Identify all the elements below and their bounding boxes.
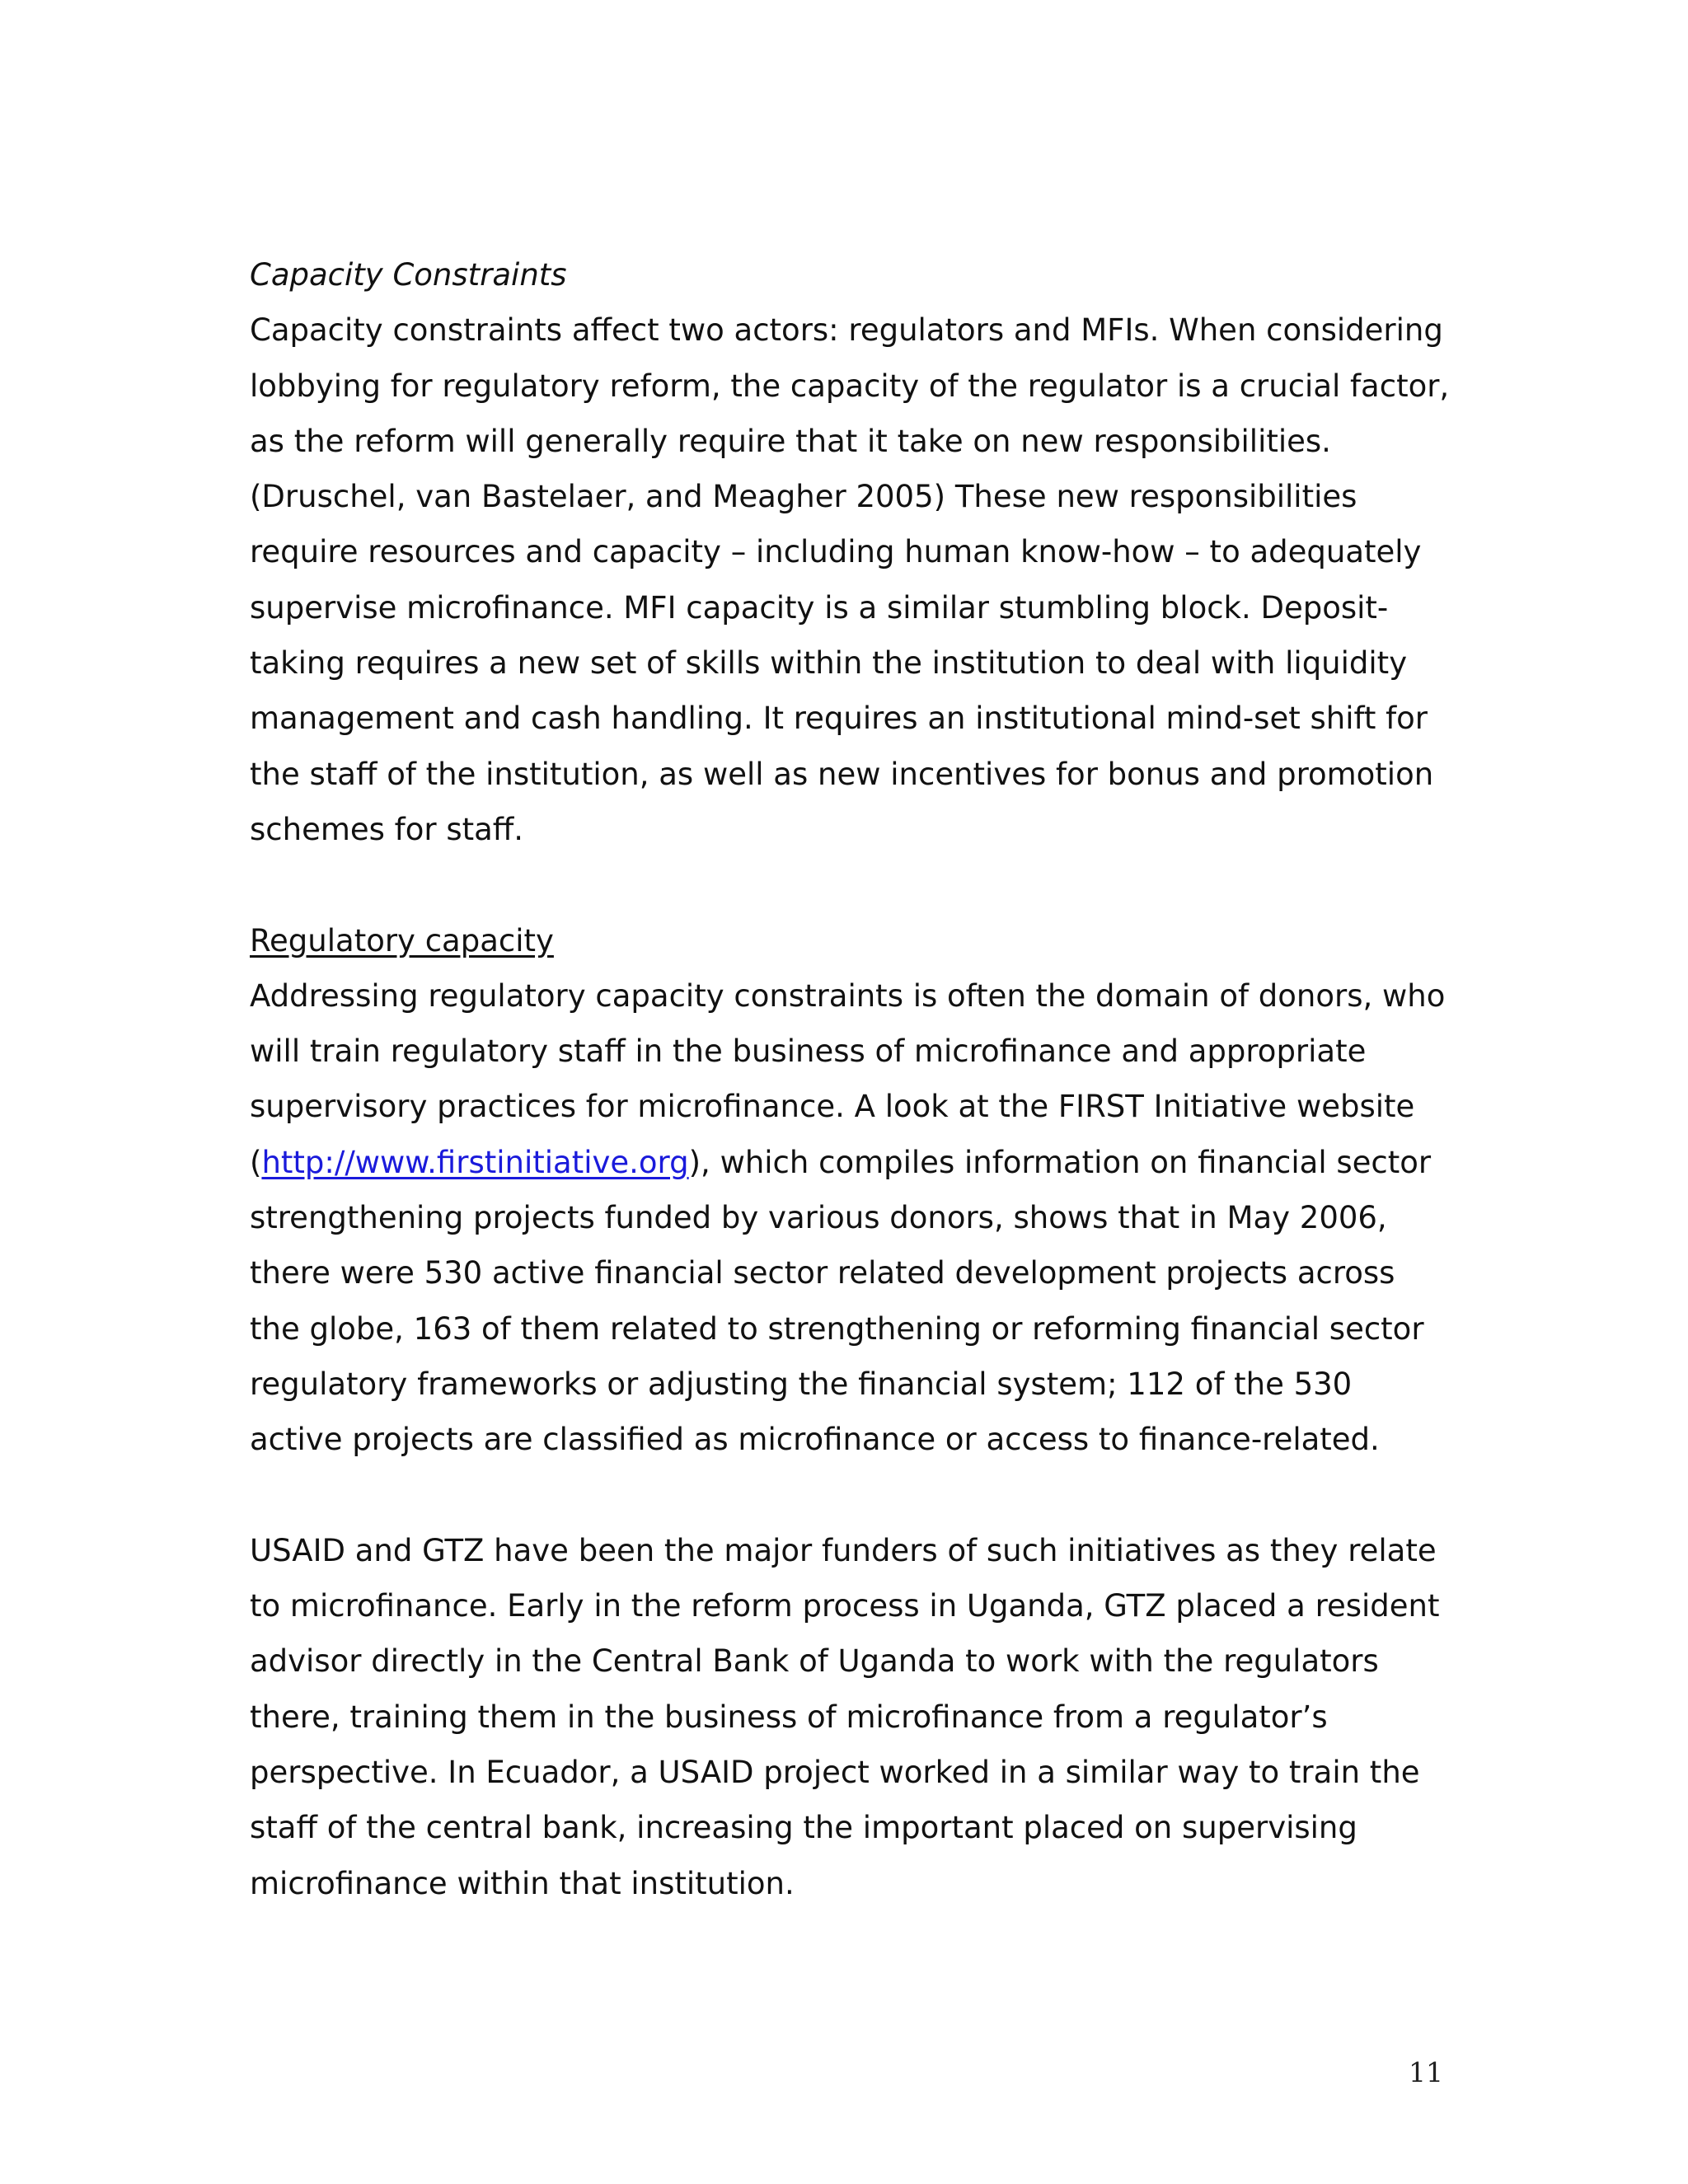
page-content [250,247,1453,1911]
paragraph-text-before-link: Addressing regulatory capacity constraints is often the domain of donors, who will train regulatory staff in the business of microfinance and appropriate supervisory practices for microfinance. A look at the FIRST Initiative website ( [250,977,1446,1180]
section-heading-capacity-constraints: Capacity Constraints [250,257,567,293]
paragraph-regulatory-capacity [250,968,1453,1468]
page-number: 11 [1409,2056,1443,2088]
paragraph-gap [250,857,1453,912]
subsection-heading-regulatory-capacity: Regulatory capacity [250,922,554,958]
paragraph-text-after-link: ), which compiles information on financial sector strengthening projects funded by various donors, shows that in May 2006, there were 530 active financial sector related development projects across the globe, 163 of them related to strengthening or reforming financial sector regulatory frameworks or adjusting the financial system; 112 of the 530 active projects are classified as microfinance or access to finance-related. [250,1144,1432,1458]
paragraph-usaid-gtz: USAID and GTZ have been the major funders of such initiatives as they relate to microfinance. Early in the reform process in Uganda, GTZ placed a resident advisor directly in the Central Bank of Uganda to work with the regulators there, training them in the business of microfinance from a regulator’s perspective. In Ecuador, a USAID project worked in a similar way to train the staff of the central bank, increasing the important placed on supervising microfinance within that institution. [250,1532,1440,1901]
first-initiative-link[interactable]: http://www.firstinitiative.org [261,1144,689,1180]
paragraph-gap [250,1468,1453,1523]
paragraph-capacity-constraints: Capacity constraints affect two actors: regulators and MFIs. When considering lobbying for regulatory reform, the capacity of the regulator is a crucial factor, as the reform will generally require that it take on new responsibilities. (Druschel, van Bastelaer, and Meagher 2005) These new responsibilities require resources and capacity – including human know-how – to adequately supervise microfinance. MFI capacity is a similar stumbling block. Deposit-taking requires a new set of skills within the institution to deal with liquidity management and cash handling. It requires an institutional mind-set shift for the staff of the institution, as well as new incentives for bonus and promotion schemes for staff. [250,312,1450,847]
